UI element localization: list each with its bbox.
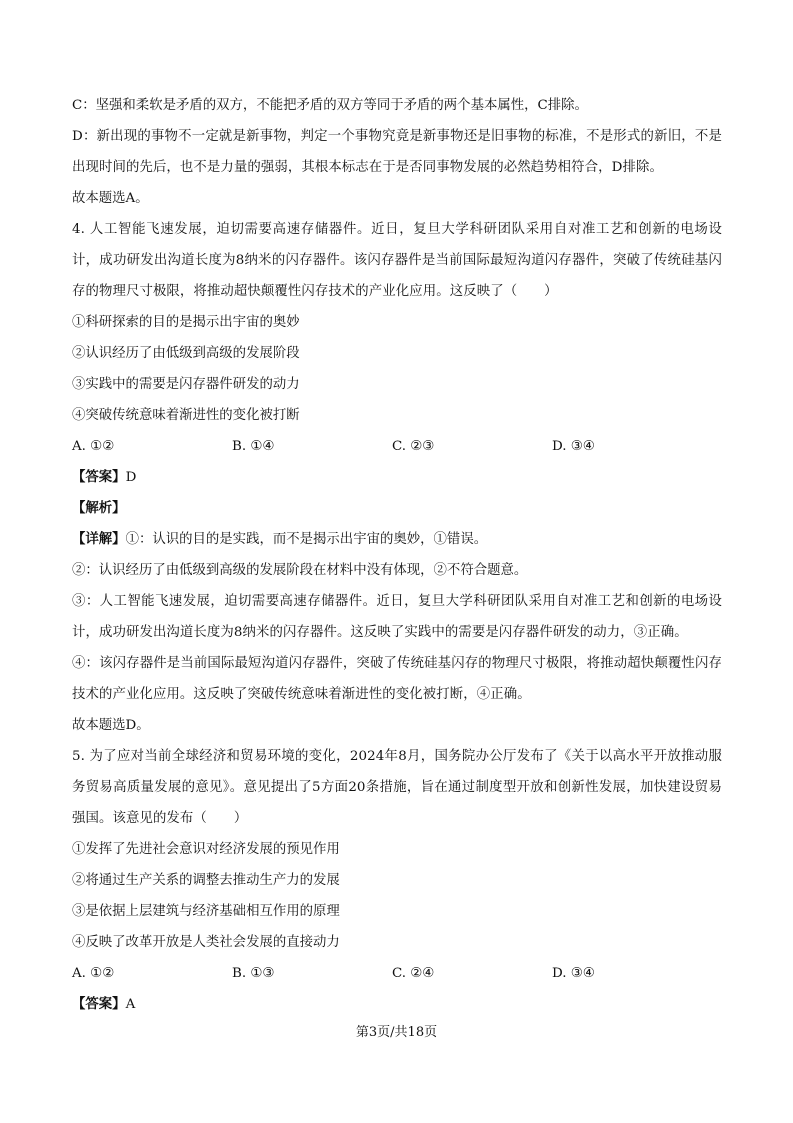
q5-answer-label: 【答案】 xyxy=(72,996,126,1012)
q5-option-2: ②将通过生产关系的调整去推动生产力的发展 xyxy=(72,873,340,888)
q4-detail-1 xyxy=(72,524,722,555)
q4-choice-b: B. ①④ xyxy=(232,439,275,454)
q4-detail-1-text: ①：认识的目的是实践，而不是揭示出宇宙的奥妙，①错误。 xyxy=(125,532,488,547)
q4-option-4: ④突破传统意味着渐进性的变化被打断 xyxy=(72,408,300,423)
q4-option-1: ①科研探索的目的是揭示出宇宙的奥妙 xyxy=(72,315,300,330)
q4-option-3: ③实践中的需要是闪存器件研发的动力 xyxy=(72,377,300,392)
q4-answer xyxy=(72,462,722,493)
page-footer: 第3页/共18页 xyxy=(355,1025,438,1040)
q4-detail-4: ④：该闪存器件是当前国际最短沟道闪存器件，突破了传统硅基闪存的物理尺寸极限，将推动超快颠覆性闪存技术的产业化应用。这反映了突破传统意味着渐进性的变化被打断，④正确。 xyxy=(72,656,722,702)
q4-choice-c: C. ②③ xyxy=(392,439,435,454)
option-c-explanation: C：坚强和柔软是矛盾的双方，不能把矛盾的双方等同于矛盾的两个基本属性，C排除。 xyxy=(72,98,588,113)
q5-answer-value: A xyxy=(125,997,136,1012)
q5-option-1: ①发挥了先进社会意识对经济发展的预见作用 xyxy=(72,842,340,857)
q4-answer-label: 【答案】 xyxy=(72,469,126,485)
page-content xyxy=(72,90,722,1020)
q4-detail-label: 【详解】 xyxy=(72,531,126,547)
q4-analysis-label: 【解析】 xyxy=(72,500,126,516)
conclusion-q3: 故本题选A。 xyxy=(72,191,149,206)
q5-choice-a: A. ①② xyxy=(72,966,115,981)
q5-option-4: ④反映了改革开放是人类社会发展的直接动力 xyxy=(72,935,340,950)
question-4-stem: 4. 人工智能飞速发展，迫切需要高速存储器件。近日，复旦大学科研团队采用自对准工艺和创新的电场设计，成功研发出沟道长度为8纳米的闪存器件。该闪存器件是当前国际最短沟道闪存器件，突破了传统硅基闪存的物理尺寸极限，将推动超快颠覆性闪存技术的产业化应用。这反映了（ ） xyxy=(72,222,722,299)
question-5-stem: 5. 为了应对当前全球经济和贸易环境的变化，2024年8月，国务院办公厅发布了《关于以高水平开放推动服务贸易高质量发展的意见》。意见提出了5方面20条措施，旨在通过制度型开放和创新性发展，加快建设贸易强国。该意见的发布（ ） xyxy=(72,749,722,826)
q5-choices xyxy=(72,958,722,989)
q5-choice-c: C. ②④ xyxy=(392,966,435,981)
q5-choice-d: D. ③④ xyxy=(552,966,595,981)
q5-choice-b: B. ①③ xyxy=(232,966,275,981)
option-d-explanation: D：新出现的事物不一定就是新事物，判定一个事物究竟是新事物还是旧事物的标准，不是形式的新旧，不是出现时间的先后，也不是力量的强弱，其根本标志在于是否同事物发展的必然趋势相符合，D排除。 xyxy=(72,129,722,175)
q5-option-3: ③是依据上层建筑与经济基础相互作用的原理 xyxy=(72,904,340,919)
q4-choice-d: D. ③④ xyxy=(552,439,595,454)
q4-detail-2: ②：认识经历了由低级到高级的发展阶段在材料中没有体现，②不符合题意。 xyxy=(72,563,528,578)
q4-choices xyxy=(72,431,722,462)
q4-answer-value: D xyxy=(125,470,137,485)
q4-detail-3: ③：人工智能飞速发展，迫切需要高速存储器件。近日，复旦大学科研团队采用自对准工艺和创新的电场设计，成功研发出沟道长度为8纳米的闪存器件。这反映了实践中的需要是闪存器件研发的动力，③正确。 xyxy=(72,594,722,640)
q4-choice-a: A. ①② xyxy=(72,439,115,454)
conclusion-q4: 故本题选D。 xyxy=(72,718,150,733)
q5-answer xyxy=(72,989,722,1020)
q4-option-2: ②认识经历了由低级到高级的发展阶段 xyxy=(72,346,300,361)
